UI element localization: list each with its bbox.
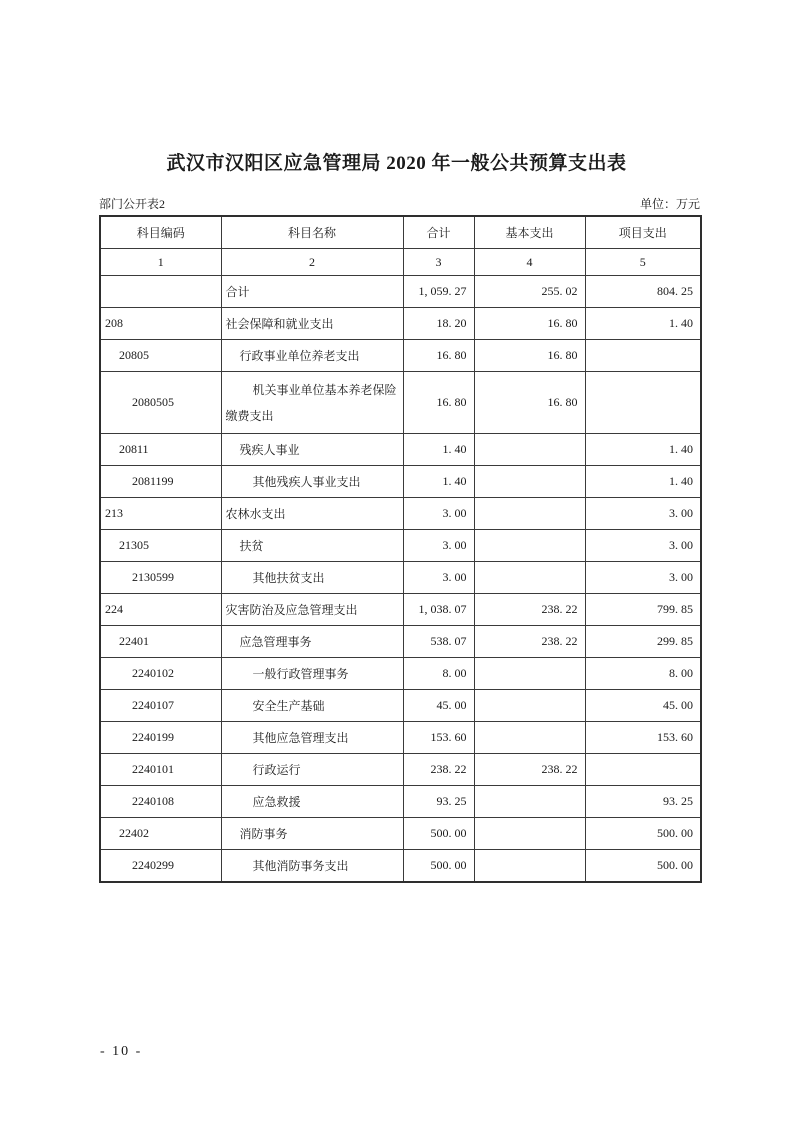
project-cell: 93. 25 [585,786,701,818]
code-cell: 2081199 [100,466,221,498]
basic-cell [474,466,585,498]
basic-cell [474,562,585,594]
table-row [100,276,701,308]
column-number-2: 2 [221,249,403,276]
basic-cell: 16. 80 [474,372,585,434]
name-cell: 其他扶贫支出 [221,562,403,594]
basic-cell [474,786,585,818]
table-header-row [100,216,701,249]
project-cell: 8. 00 [585,658,701,690]
name-cell: 其他残疾人事业支出 [221,466,403,498]
total-cell: 500. 00 [403,850,474,883]
code-cell [100,276,221,308]
table-row [100,818,701,850]
table-row [100,530,701,562]
name-cell: 行政运行 [221,754,403,786]
total-cell: 1, 038. 07 [403,594,474,626]
name-cell: 安全生产基础 [221,690,403,722]
table-row [100,308,701,340]
project-cell: 804. 25 [585,276,701,308]
column-header-name: 科目名称 [221,216,403,249]
total-cell: 500. 00 [403,818,474,850]
total-cell: 1, 059. 27 [403,276,474,308]
table-label: 部门公开表2 [99,197,166,211]
name-cell: 残疾人事业 [221,434,403,466]
table-row [100,754,701,786]
code-cell: 2240299 [100,850,221,883]
project-cell: 1. 40 [585,308,701,340]
table-row [100,658,701,690]
table-row [100,466,701,498]
code-cell: 21305 [100,530,221,562]
table-row [100,850,701,883]
project-cell: 3. 00 [585,562,701,594]
table-row [100,562,701,594]
column-number-3: 3 [403,249,474,276]
total-cell: 8. 00 [403,658,474,690]
table-meta-row [99,195,700,212]
unit-label: 单位：万元 [639,197,700,211]
project-cell: 1. 40 [585,434,701,466]
code-cell: 2240108 [100,786,221,818]
page-number: - 10 - [100,1044,143,1059]
basic-cell [474,658,585,690]
name-cell: 消防事务 [221,818,403,850]
code-cell: 2240102 [100,658,221,690]
total-cell: 3. 00 [403,562,474,594]
code-cell: 208 [100,308,221,340]
total-cell: 153. 60 [403,722,474,754]
basic-cell [474,690,585,722]
table-row [100,626,701,658]
total-cell: 1. 40 [403,466,474,498]
column-number-4: 4 [474,249,585,276]
basic-cell: 16. 80 [474,340,585,372]
project-cell: 3. 00 [585,498,701,530]
name-cell: 机关事业单位基本养老保险缴费支出 [221,372,403,434]
project-cell: 3. 00 [585,530,701,562]
table-row [100,498,701,530]
table-row [100,722,701,754]
basic-cell [474,818,585,850]
total-cell: 93. 25 [403,786,474,818]
name-cell: 农林水支出 [221,498,403,530]
name-cell: 行政事业单位养老支出 [221,340,403,372]
basic-cell [474,434,585,466]
name-cell: 灾害防治及应急管理支出 [221,594,403,626]
total-cell: 3. 00 [403,498,474,530]
column-header-basic: 基本支出 [474,216,585,249]
table-body [100,276,701,883]
table-row [100,372,701,434]
budget-table [99,215,702,883]
table-row [100,594,701,626]
name-cell: 其他应急管理支出 [221,722,403,754]
code-cell: 22401 [100,626,221,658]
table-row [100,340,701,372]
project-cell: 299. 85 [585,626,701,658]
basic-cell [474,850,585,883]
name-cell: 扶贫 [221,530,403,562]
column-number-row [100,249,701,276]
basic-cell: 16. 80 [474,308,585,340]
code-cell: 2240107 [100,690,221,722]
column-number-1: 1 [100,249,221,276]
table-row [100,434,701,466]
basic-cell [474,722,585,754]
basic-cell: 255. 02 [474,276,585,308]
project-cell: 799. 85 [585,594,701,626]
code-cell: 2240101 [100,754,221,786]
total-cell: 538. 07 [403,626,474,658]
project-cell: 45. 00 [585,690,701,722]
column-header-code: 科目编码 [100,216,221,249]
total-cell: 16. 80 [403,340,474,372]
code-cell: 20811 [100,434,221,466]
name-cell: 合计 [221,276,403,308]
total-cell: 18. 20 [403,308,474,340]
project-cell: 500. 00 [585,818,701,850]
name-cell: 社会保障和就业支出 [221,308,403,340]
basic-cell: 238. 22 [474,754,585,786]
column-header-project: 项目支出 [585,216,701,249]
name-cell: 应急救援 [221,786,403,818]
basic-cell: 238. 22 [474,626,585,658]
total-cell: 3. 00 [403,530,474,562]
total-cell: 238. 22 [403,754,474,786]
column-number-5: 5 [585,249,701,276]
basic-cell: 238. 22 [474,594,585,626]
table-row [100,786,701,818]
total-cell: 16. 80 [403,372,474,434]
name-cell: 其他消防事务支出 [221,850,403,883]
name-cell: 一般行政管理事务 [221,658,403,690]
page-title: 武汉市汉阳区应急管理局 2020 年一般公共预算支出表 [166,153,627,174]
basic-cell [474,530,585,562]
column-header-total: 合计 [403,216,474,249]
code-cell: 2080505 [100,372,221,434]
code-cell: 213 [100,498,221,530]
total-cell: 45. 00 [403,690,474,722]
project-cell: 153. 60 [585,722,701,754]
project-cell [585,372,701,434]
project-cell [585,340,701,372]
code-cell: 2240199 [100,722,221,754]
code-cell: 224 [100,594,221,626]
code-cell: 2130599 [100,562,221,594]
table-row [100,690,701,722]
basic-cell [474,498,585,530]
code-cell: 20805 [100,340,221,372]
project-cell: 1. 40 [585,466,701,498]
total-cell: 1. 40 [403,434,474,466]
name-cell: 应急管理事务 [221,626,403,658]
code-cell: 22402 [100,818,221,850]
project-cell: 500. 00 [585,850,701,883]
project-cell [585,754,701,786]
